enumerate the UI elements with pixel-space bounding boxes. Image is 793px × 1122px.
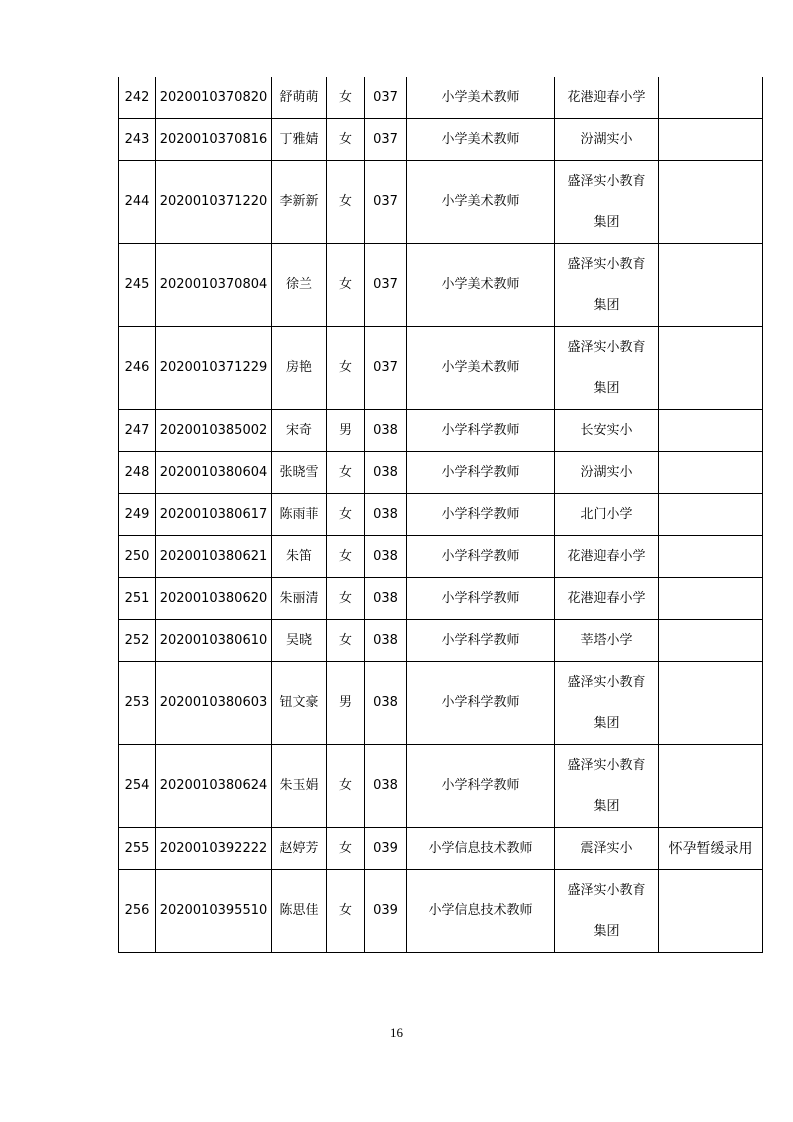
row-number-cell: 255 [119, 828, 156, 870]
row-number-cell: 254 [119, 745, 156, 828]
school-line: 长安实小 [580, 423, 633, 438]
gender-cell: 女 [327, 77, 365, 119]
table-row [119, 244, 763, 327]
position-code-cell: 038 [365, 578, 407, 620]
note-cell [659, 578, 763, 620]
position-code-cell: 038 [365, 745, 407, 828]
candidate-name-cell: 丁雅婧 [272, 119, 327, 161]
candidate-name-cell: 张晓雪 [272, 452, 327, 494]
school-line: 集团 [593, 215, 620, 230]
position-title-cell: 小学美术教师 [407, 77, 555, 119]
exam-id-cell: 2020010371220 [156, 161, 272, 244]
position-code-cell: 039 [365, 870, 407, 953]
position-title-cell: 小学科学教师 [407, 662, 555, 745]
school-cell [555, 828, 659, 870]
gender-cell: 女 [327, 745, 365, 828]
position-title-cell: 小学科学教师 [407, 745, 555, 828]
position-title-cell: 小学科学教师 [407, 620, 555, 662]
position-title-cell: 小学美术教师 [407, 119, 555, 161]
candidate-table [118, 77, 763, 953]
note-cell [659, 620, 763, 662]
gender-cell: 女 [327, 870, 365, 953]
school-line: 盛泽实小教育 [567, 758, 646, 773]
school-cell [555, 870, 659, 953]
note-cell [659, 327, 763, 410]
exam-id-cell: 2020010370816 [156, 119, 272, 161]
position-code-cell: 037 [365, 327, 407, 410]
table-row [119, 828, 763, 870]
gender-cell: 男 [327, 410, 365, 452]
note-cell [659, 870, 763, 953]
table-row [119, 77, 763, 119]
exam-id-cell: 2020010380620 [156, 578, 272, 620]
school-line: 盛泽实小教育 [567, 340, 646, 355]
table-row [119, 119, 763, 161]
school-line: 莘塔小学 [580, 633, 633, 648]
table-row [119, 620, 763, 662]
gender-cell: 女 [327, 828, 365, 870]
note-cell [659, 161, 763, 244]
table-row [119, 745, 763, 828]
gender-cell: 女 [327, 244, 365, 327]
note-cell [659, 662, 763, 745]
position-code-cell: 038 [365, 536, 407, 578]
candidate-name-cell: 宋奇 [272, 410, 327, 452]
candidate-name-cell: 赵婷芳 [272, 828, 327, 870]
table-row [119, 578, 763, 620]
school-cell [555, 536, 659, 578]
row-number-cell: 247 [119, 410, 156, 452]
position-title-cell: 小学科学教师 [407, 452, 555, 494]
school-cell [555, 745, 659, 828]
school-line: 北门小学 [580, 507, 633, 522]
gender-cell: 女 [327, 578, 365, 620]
position-title-cell: 小学科学教师 [407, 536, 555, 578]
school-cell [555, 77, 659, 119]
candidate-name-cell: 朱丽清 [272, 578, 327, 620]
note-cell [659, 119, 763, 161]
school-cell [555, 620, 659, 662]
exam-id-cell: 2020010380603 [156, 662, 272, 745]
school-cell [555, 244, 659, 327]
row-number-cell: 243 [119, 119, 156, 161]
row-number-cell: 245 [119, 244, 156, 327]
position-title-cell: 小学信息技术教师 [407, 828, 555, 870]
table-row [119, 410, 763, 452]
exam-id-cell: 2020010392222 [156, 828, 272, 870]
table-row [119, 327, 763, 410]
school-line: 花港迎春小学 [567, 549, 646, 564]
table-row [119, 452, 763, 494]
school-cell [555, 161, 659, 244]
row-number-cell: 256 [119, 870, 156, 953]
position-title-cell: 小学信息技术教师 [407, 870, 555, 953]
table-row [119, 161, 763, 244]
school-line: 盛泽实小教育 [567, 675, 646, 690]
note-cell [659, 77, 763, 119]
note-cell [659, 244, 763, 327]
school-cell [555, 327, 659, 410]
school-line: 盛泽实小教育 [567, 257, 646, 272]
exam-id-cell: 2020010371229 [156, 327, 272, 410]
position-code-cell: 038 [365, 662, 407, 745]
position-code-cell: 038 [365, 452, 407, 494]
note-cell [659, 536, 763, 578]
gender-cell: 男 [327, 662, 365, 745]
gender-cell: 女 [327, 161, 365, 244]
row-number-cell: 249 [119, 494, 156, 536]
exam-id-cell: 2020010380604 [156, 452, 272, 494]
school-line: 花港迎春小学 [567, 90, 646, 105]
gender-cell: 女 [327, 620, 365, 662]
note-cell: 怀孕暂缓录用 [659, 828, 763, 870]
candidate-name-cell: 舒萌萌 [272, 77, 327, 119]
candidate-name-cell: 陈雨菲 [272, 494, 327, 536]
position-code-cell: 038 [365, 494, 407, 536]
school-cell [555, 578, 659, 620]
candidate-name-cell: 陈思佳 [272, 870, 327, 953]
gender-cell: 女 [327, 452, 365, 494]
position-code-cell: 037 [365, 161, 407, 244]
note-cell [659, 452, 763, 494]
position-code-cell: 037 [365, 77, 407, 119]
candidate-name-cell: 房艳 [272, 327, 327, 410]
school-cell [555, 119, 659, 161]
school-cell [555, 662, 659, 745]
row-number-cell: 242 [119, 77, 156, 119]
school-cell [555, 494, 659, 536]
table-row [119, 870, 763, 953]
school-cell [555, 452, 659, 494]
exam-id-cell: 2020010395510 [156, 870, 272, 953]
gender-cell: 女 [327, 119, 365, 161]
school-cell [555, 410, 659, 452]
table-row [119, 494, 763, 536]
row-number-cell: 252 [119, 620, 156, 662]
row-number-cell: 253 [119, 662, 156, 745]
position-title-cell: 小学美术教师 [407, 327, 555, 410]
candidate-name-cell: 徐兰 [272, 244, 327, 327]
note-cell [659, 745, 763, 828]
exam-id-cell: 2020010380621 [156, 536, 272, 578]
school-line: 集团 [593, 298, 620, 313]
position-code-cell: 039 [365, 828, 407, 870]
school-line: 集团 [593, 924, 620, 939]
page-number: 16 [390, 1025, 403, 1040]
position-code-cell: 037 [365, 244, 407, 327]
exam-id-cell: 2020010370804 [156, 244, 272, 327]
position-title-cell: 小学美术教师 [407, 244, 555, 327]
school-line: 集团 [593, 381, 620, 396]
school-line: 集团 [593, 716, 620, 731]
gender-cell: 女 [327, 327, 365, 410]
row-number-cell: 251 [119, 578, 156, 620]
exam-id-cell: 2020010385002 [156, 410, 272, 452]
candidate-name-cell: 朱玉娟 [272, 745, 327, 828]
gender-cell: 女 [327, 494, 365, 536]
row-number-cell: 246 [119, 327, 156, 410]
candidate-name-cell: 李新新 [272, 161, 327, 244]
table-row [119, 662, 763, 745]
candidate-name-cell: 钮文豪 [272, 662, 327, 745]
row-number-cell: 248 [119, 452, 156, 494]
row-number-cell: 244 [119, 161, 156, 244]
candidate-name-cell: 吴晓 [272, 620, 327, 662]
position-title-cell: 小学科学教师 [407, 578, 555, 620]
exam-id-cell: 2020010370820 [156, 77, 272, 119]
school-line: 汾湖实小 [580, 132, 633, 147]
school-line: 震泽实小 [580, 841, 633, 856]
gender-cell: 女 [327, 536, 365, 578]
school-line: 汾湖实小 [580, 465, 633, 480]
exam-id-cell: 2020010380610 [156, 620, 272, 662]
table-row [119, 536, 763, 578]
school-line: 盛泽实小教育 [567, 883, 646, 898]
position-code-cell: 038 [365, 410, 407, 452]
school-line: 盛泽实小教育 [567, 174, 646, 189]
exam-id-cell: 2020010380624 [156, 745, 272, 828]
position-code-cell: 037 [365, 119, 407, 161]
position-title-cell: 小学科学教师 [407, 410, 555, 452]
row-number-cell: 250 [119, 536, 156, 578]
note-cell [659, 410, 763, 452]
table-body [119, 77, 763, 953]
position-code-cell: 038 [365, 620, 407, 662]
exam-id-cell: 2020010380617 [156, 494, 272, 536]
position-title-cell: 小学美术教师 [407, 161, 555, 244]
note-cell [659, 494, 763, 536]
candidate-name-cell: 朱笛 [272, 536, 327, 578]
school-line: 集团 [593, 799, 620, 814]
position-title-cell: 小学科学教师 [407, 494, 555, 536]
school-line: 花港迎春小学 [567, 591, 646, 606]
